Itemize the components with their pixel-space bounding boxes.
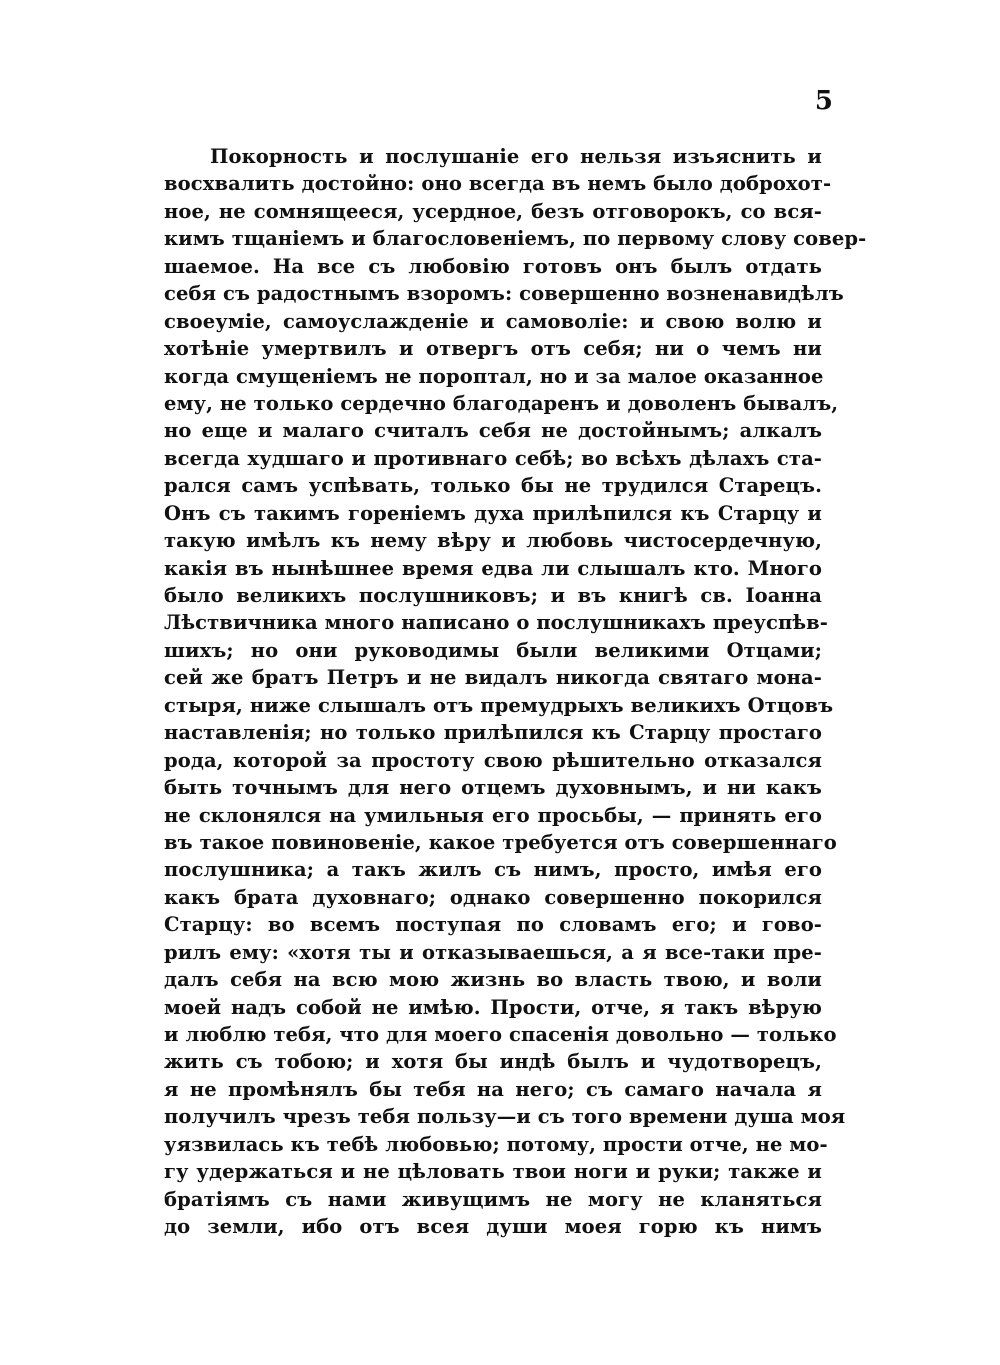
- text-line: стыря, ниже слышалъ отъ премудрыхъ великихъ Отцовъ: [164, 693, 834, 717]
- text-line: я не промѣнялъ бы тебя на него; съ самаго начала я: [164, 1077, 822, 1101]
- text-line: Покорность и послушаніе его нельзя изъяснить и: [210, 145, 822, 168]
- text-line: такую имѣлъ къ нему вѣру и любовь чистосердечную,: [164, 529, 822, 553]
- text-line: послушника; а такъ жилъ съ нимъ, просто, имѣя его: [164, 858, 822, 882]
- text-line: быть точнымъ для него отцемъ духовнымъ, и ни какъ: [164, 776, 822, 800]
- text-line: до земли, ибо отъ всея души моея горю къ нимъ: [164, 1215, 822, 1239]
- text-line: не склонялся на умильныя его просьбы, — принять его: [164, 803, 822, 827]
- text-line: восхвалить достойно: оно всегда въ немъ было доброхот-: [164, 172, 832, 196]
- text-line: далъ себя на всю мою жизнь во власть твою, и воли: [164, 968, 822, 992]
- text-line: Онъ съ такимъ гореніемъ духа прилѣпился къ Старцу и: [164, 501, 822, 525]
- text-line: и люблю тебя, что для моего спасенія довольно — только: [164, 1023, 837, 1046]
- text-line: сей же братъ Петръ и не видалъ никогда святаго мона-: [164, 666, 822, 690]
- text-line: моей надъ собой не имѣю. Прости, отче, я такъ вѣрую: [164, 995, 822, 1019]
- text-line: уязвилась къ тебѣ любовью; потому, прости отче, не мо-: [164, 1132, 828, 1156]
- text-line: въ такое повиновеніе, какое требуется отъ совершеннаго: [164, 830, 837, 854]
- text-line: какія въ нынѣшнее время едва ли слышалъ кто. Много: [164, 556, 822, 580]
- text-line: какъ брата духовнаго; однако совершенно покорился: [164, 885, 822, 909]
- text-line: всегда худшаго и противнаго себѣ; во всѣхъ дѣлахъ ста-: [164, 446, 822, 470]
- text-line: получилъ чрезъ тебя пользу—и съ того времени душа моя: [164, 1105, 846, 1129]
- text-line: когда смущеніемъ не пороптал, но и за малое оказанное: [164, 364, 824, 388]
- text-line: ное, не сомнящееся, усердное, безъ отговорокъ, со вся-: [164, 199, 822, 223]
- text-line: ему, не только сердечно благодаренъ и доволенъ бывалъ,: [164, 391, 839, 415]
- text-line: хотѣніе умертвилъ и отвергъ отъ себя; ни о чемъ ни: [164, 337, 822, 361]
- text-line: гу удержаться и не цѣловать твои ноги и руки; также и: [164, 1160, 822, 1184]
- text-line: жить съ тобою; и хотя бы индѣ былъ и чудотворецъ,: [164, 1050, 822, 1074]
- text-line: своеуміе, самоуслажденіе и самоволіе: и свою волю и: [164, 309, 822, 333]
- text-line: наставленія; но только прилѣпился къ Старцу простаго: [164, 721, 822, 745]
- body-text: [164, 143, 867, 1241]
- text-line: шихъ; но они руководимы были великими Отцами;: [164, 638, 822, 662]
- text-line: братіямъ съ нами живущимъ не могу не кланяться: [164, 1187, 822, 1211]
- text-line: рода, которой за простоту свою рѣшительно отказался: [164, 748, 822, 772]
- text-line: кимъ тщаніемъ и благословеніемъ, по первому слову совер-: [164, 227, 867, 251]
- text-line: шаемое. На все съ любовію готовъ онъ былъ отдать: [164, 254, 822, 278]
- text-line: но еще и малаго считалъ себя не достойнымъ; алкалъ: [164, 419, 822, 443]
- text-line: себя съ радостнымъ взоромъ: совершенно возненавидѣлъ: [164, 282, 844, 306]
- text-line: Старцу: во всемъ поступая по словамъ его; и гово-: [164, 913, 822, 937]
- text-line: рался самъ успѣвать, только бы не трудился Старецъ.: [164, 474, 822, 498]
- text-line: рилъ ему: «хотя ты и отказываешься, а я все-таки пре-: [164, 940, 822, 964]
- page-number: 5: [814, 86, 833, 116]
- text-line: Лѣствичника много написано о послушникахъ преуспѣв-: [164, 611, 828, 635]
- text-line: было великихъ послушниковъ; и въ книгѣ св. Іоанна: [164, 584, 822, 607]
